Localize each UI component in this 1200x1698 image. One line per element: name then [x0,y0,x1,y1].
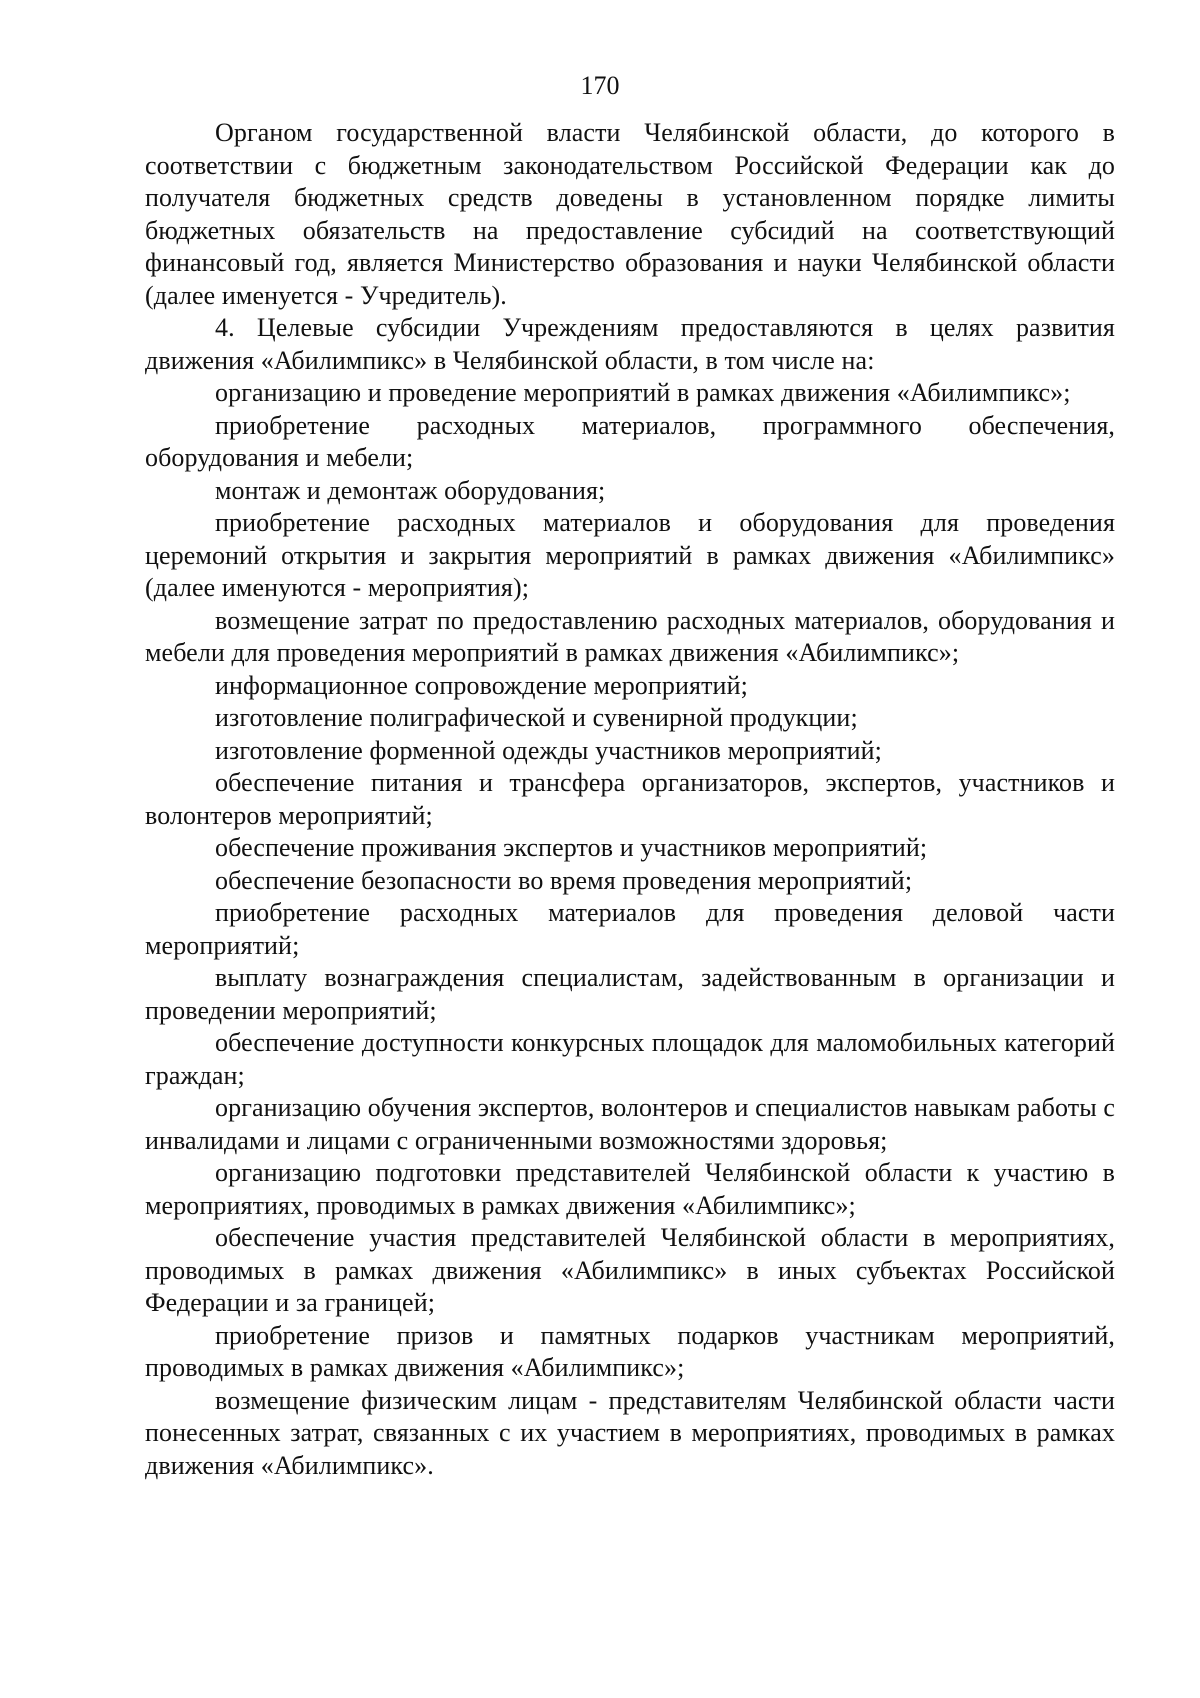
list-item: обеспечение безопасности во время проведения мероприятий; [215,865,913,895]
list-item: возмещение затрат по предоставлению расходных материалов, оборудования и мебели для проведения мероприятий в рамках движения «Абилимпикс»; [145,605,1115,667]
list-item: организацию и проведение мероприятий в рамках движения «Абилимпикс»; [215,378,1071,407]
list-item: выплату вознаграждения специалистам, задействованным в организации и проведении мероприятий; [145,963,1115,1025]
paragraph: Органом государственной власти Челябинской области, до которого в соответствии с бюджетным законодательством Российской Федерации как до получателя бюджетных средств доведены в установленном порядке лимиты бюджетных обязательств на предоставление субсидий на соответствующий финансовый год, является Министерство образования и науки Челябинской области (далее именуется - Учредитель). [145,118,1115,310]
list-item: изготовление форменной одежды участников мероприятий; [215,735,882,765]
list-item: монтаж и демонтаж оборудования; [215,475,606,505]
list-item: возмещение физическим лицам - представителям Челябинской области части понесенных затрат, связанных с их участием в мероприятиях, проводимых в рамках движения «Абилимпикс». [145,1385,1115,1480]
list-item: приобретение расходных материалов и оборудования для проведения церемоний открытия и закрытия мероприятий в рамках движения «Абилимпикс» (далее именуются - мероприятия); [145,508,1115,602]
list-item: приобретение призов и памятных подарков участникам мероприятий, проводимых в рамках движения «Абилимпикс»; [145,1320,1115,1382]
list-item: обеспечение доступности конкурсных площадок для маломобильных категорий граждан; [145,1028,1115,1090]
paragraph: 4. Целевые субсидии Учреждениям предоставляются в целях развития движения «Абилимпикс» в Челябинской области, в том числе на: [145,313,1115,375]
list-item: обеспечение проживания экспертов и участников мероприятий; [215,833,928,862]
document-body [145,117,1115,1482]
list-item: приобретение расходных материалов, программного обеспечения, оборудования и мебели; [145,410,1115,472]
list-item: обеспечение питания и трансфера организаторов, экспертов, участников и волонтеров мероприятий; [145,768,1115,830]
list-item: обеспечение участия представителей Челябинской области в мероприятиях, проводимых в рамках движения «Абилимпикс» в иных субъектах Российской Федерации и за границей; [145,1223,1115,1317]
list-item: приобретение расходных материалов для проведения деловой части мероприятий; [145,898,1115,960]
page-number: 170 [580,71,620,100]
list-item: информационное сопровождение мероприятий; [215,670,748,700]
list-item: организацию обучения экспертов, волонтеров и специалистов навыкам работы с инвалидами и лицами с ограниченными возможностями здоровья; [145,1093,1116,1155]
list-item: изготовление полиграфической и сувенирной продукции; [215,703,858,732]
list-item: организацию подготовки представителей Челябинской области к участию в мероприятиях, проводимых в рамках движения «Абилимпикс»; [145,1158,1115,1220]
